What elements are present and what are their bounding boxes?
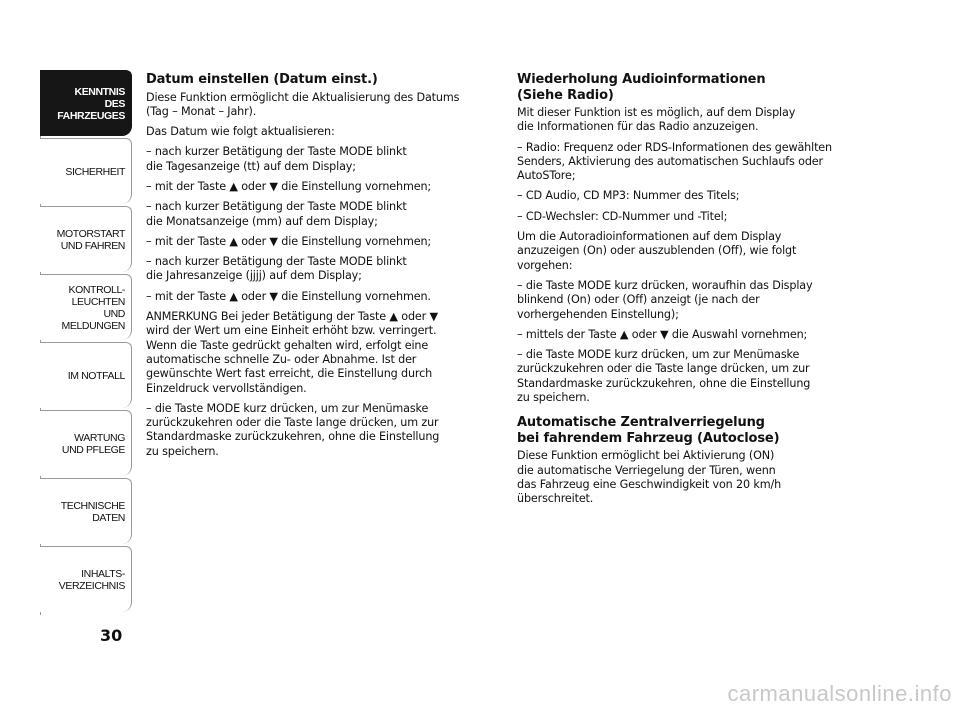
tab-kenntnis-des-fahrzeuges[interactable]	[40, 70, 132, 136]
tab-label: KONTROLL- LEUCHTEN UND MELDUNGEN	[61, 283, 125, 332]
section-heading-datum: Datum einstellen (Datum einst.)	[146, 72, 378, 87]
paragraph: – mit der Taste ▲ oder ▼ die Einstellung vornehmen.	[146, 289, 431, 303]
note-paragraph: ANMERKUNG Bei jeder Betätigung der Taste ▲ oder ▼ wird der Wert um eine Einheit erhöht bzw. verringert. Wenn die Taste gedrückt gehalten wird, erfolgt eine automatische schnelle Zu- oder Abnahme. Ist der gewünschte Wert fast erreicht, die Einstellung durch Einzeldruck vervollständigen.	[146, 310, 438, 395]
tab-kontrollleuchten-und-meldungen[interactable]	[40, 274, 132, 340]
paragraph: – nach kurzer Betätigung der Taste MODE blinkt die Monatsanzeige (mm) auf dem Display;	[146, 200, 407, 228]
paragraph: Das Datum wie folgt aktualisieren:	[146, 125, 335, 139]
paragraph: Diese Funktion ermöglicht bei Aktivierung (ON) die automatische Verriegelung der Türen, wenn das Fahrzeug eine Geschwindigkeit von 20 km/h überschreitet.	[517, 449, 782, 506]
paragraph: – nach kurzer Betätigung der Taste MODE blinkt die Tagesanzeige (tt) auf dem Display;	[146, 145, 407, 173]
paragraph: – mit der Taste ▲ oder ▼ die Einstellung vornehmen;	[146, 234, 432, 248]
tab-label: IM NOTFALL	[67, 369, 125, 382]
tab-label: KENNTNIS DES FAHRZEUGES	[57, 85, 125, 122]
paragraph: – mit der Taste ▲ oder ▼ die Einstellung vornehmen;	[146, 179, 432, 193]
tab-label: INHALTS- VERZEICHNIS	[58, 567, 125, 592]
tab-label: SICHERHEIT	[65, 165, 125, 178]
paragraph: – die Taste MODE kurz drücken, um zur Menümaske zurückzukehren oder die Taste lange drücken, um zur Standardmaske zurückzukehren, ohne die Einstellung zu speichern.	[146, 401, 440, 458]
paragraph: – nach kurzer Betätigung der Taste MODE blinkt die Jahresanzeige (jjjj) auf dem Display;	[146, 255, 407, 283]
tab-label: WARTUNG UND PFLEGE	[61, 431, 125, 456]
tab-label: TECHNISCHE DATEN	[60, 499, 125, 524]
paragraph: Um die Autoradioinformationen auf dem Display anzuzeigen (On) oder auszublenden (Off), wie folgt vorgehen:	[517, 230, 797, 272]
right-column	[517, 72, 877, 513]
tab-label: MOTORSTART UND FAHREN	[56, 227, 125, 252]
section-heading-audio: Wiederholung Audioinformationen (Siehe Radio)	[517, 72, 766, 103]
tab-technische-daten[interactable]	[40, 478, 132, 544]
watermark: carmanualsonline.info	[727, 681, 952, 706]
paragraph: – mittels der Taste ▲ oder ▼ die Auswahl vornehmen;	[517, 327, 808, 341]
tab-inhaltsverzeichnis[interactable]	[40, 546, 132, 612]
paragraph: – Radio: Frequenz oder RDS-Informationen des gewählten Senders, Aktivierung des automatischen Suchlaufs oder AutoSTore;	[517, 140, 832, 183]
tab-wartung-und-pflege[interactable]	[40, 410, 132, 476]
paragraph: – die Taste MODE kurz drücken, um zur Menümaske zurückzukehren oder die Taste lange drücken, um zur Standardmaske zurückzukehren, ohne die Einstellung zu speichern.	[517, 348, 811, 405]
paragraph: – CD Audio, CD MP3: Nummer des Titels;	[517, 189, 740, 203]
paragraph: – CD-Wechsler: CD-Nummer und -Titel;	[517, 209, 728, 223]
paragraph: Mit dieser Funktion ist es möglich, auf dem Display die Informationen für das Radio anzuzeigen.	[517, 106, 796, 134]
paragraph: Diese Funktion ermöglicht die Aktualisierung des Datums (Tag – Monat – Jahr).	[146, 90, 460, 118]
chapter-tabs	[40, 70, 132, 614]
left-column	[146, 72, 498, 465]
tab-motorstart-und-fahren[interactable]	[40, 206, 132, 272]
tab-sicherheit[interactable]	[40, 138, 132, 204]
section-heading-autoclose: Automatische Zentralverriegelung bei fahrendem Fahrzeug (Autoclose)	[517, 415, 780, 446]
paragraph: – die Taste MODE kurz drücken, woraufhin das Display blinkend (On) oder (Off) anzeigt (je nach der vorhergehenden Einstellung);	[517, 278, 813, 321]
tab-im-notfall[interactable]	[40, 342, 132, 408]
page-number: 30	[100, 626, 123, 645]
